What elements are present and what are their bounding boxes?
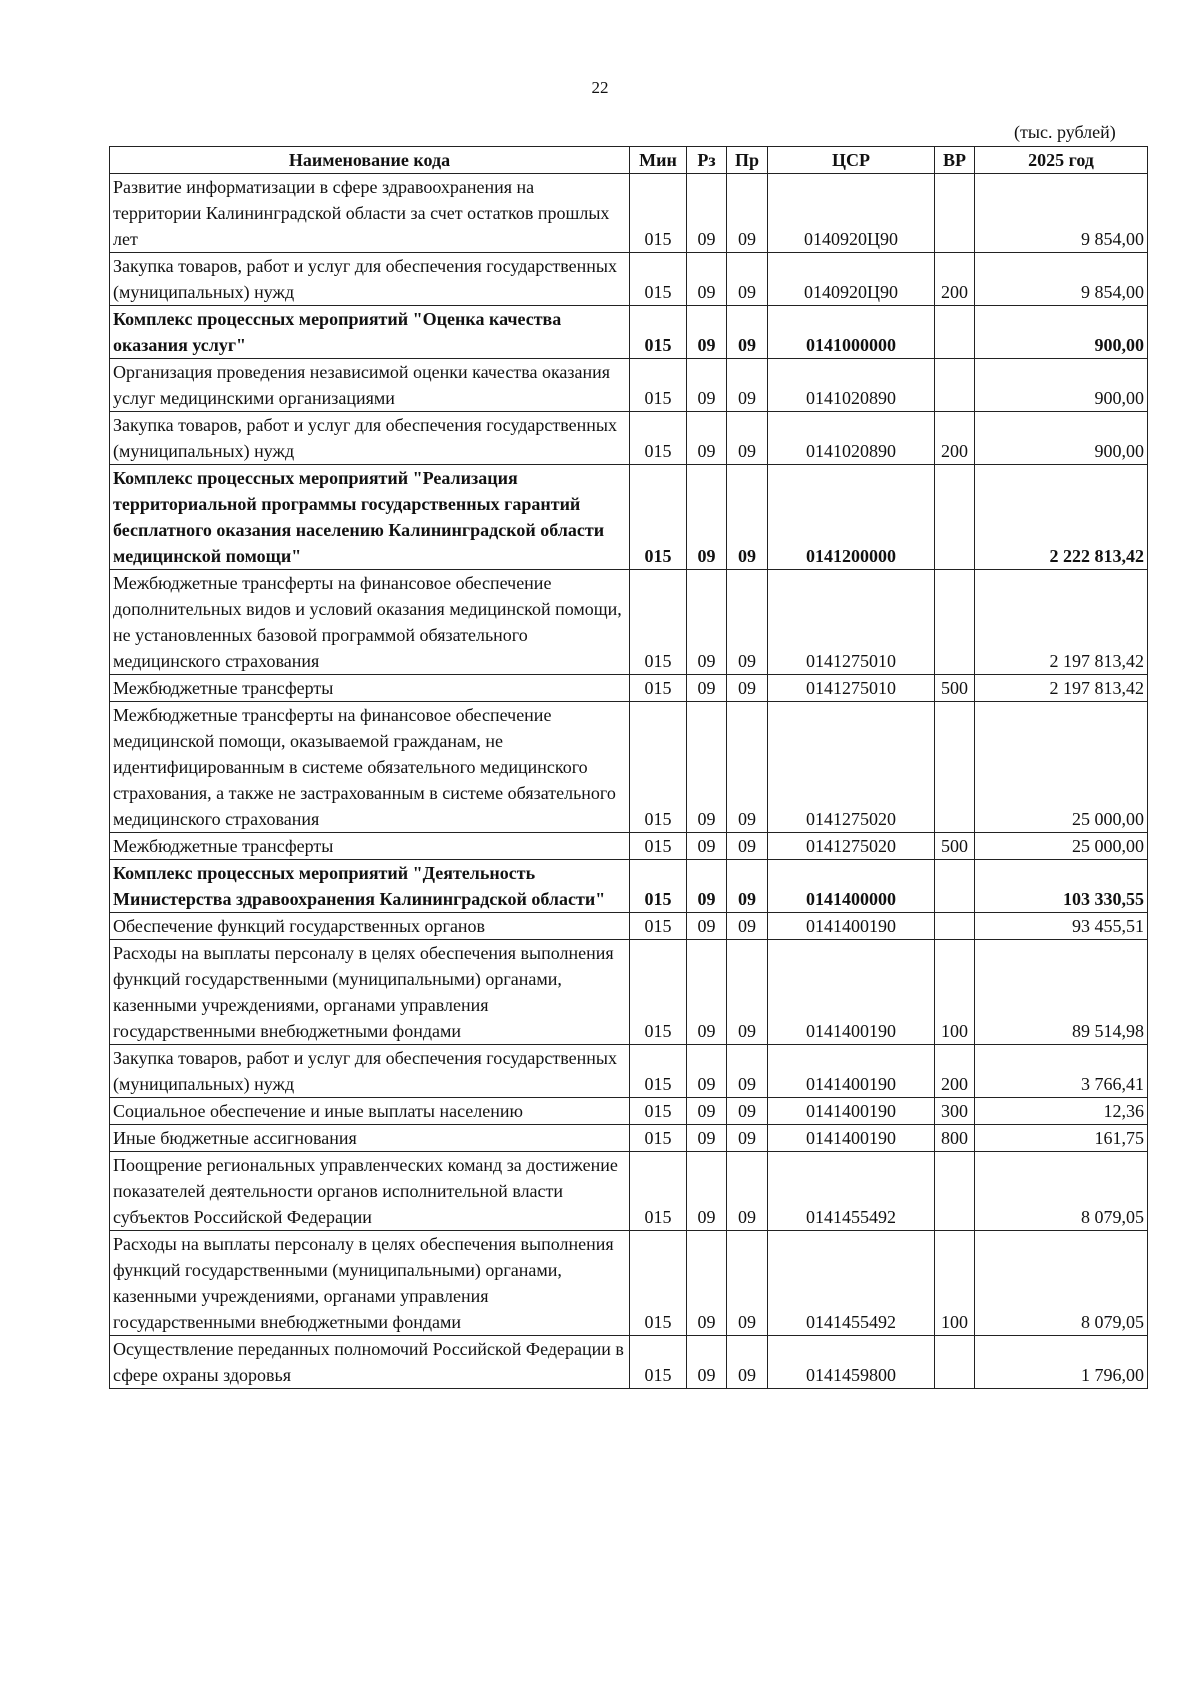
cell-min: 015 — [630, 1336, 687, 1389]
cell-amount: 2 197 813,42 — [975, 570, 1148, 675]
header-rz: Рз — [687, 147, 727, 174]
cell-name: Развитие информатизации в сфере здравоохранения на территории Калининградской области за счет остатков прошлых лет — [110, 174, 630, 253]
cell-name: Закупка товаров, работ и услуг для обеспечения государственных (муниципальных) нужд — [110, 1045, 630, 1098]
table-row — [110, 1152, 1148, 1231]
cell-csr: 0141400190 — [768, 940, 935, 1045]
cell-csr: 0141000000 — [768, 306, 935, 359]
cell-min: 015 — [630, 1152, 687, 1231]
cell-min: 015 — [630, 1045, 687, 1098]
cell-rz: 09 — [687, 174, 727, 253]
page-number: 22 — [591, 78, 609, 97]
cell-min: 015 — [630, 833, 687, 860]
cell-csr: 0141400190 — [768, 913, 935, 940]
cell-amount: 25 000,00 — [975, 702, 1148, 833]
cell-vr — [935, 702, 975, 833]
cell-csr: 0140920Ц90 — [768, 253, 935, 306]
cell-vr: 100 — [935, 1231, 975, 1336]
cell-amount: 25 000,00 — [975, 833, 1148, 860]
cell-min: 015 — [630, 860, 687, 913]
cell-vr — [935, 860, 975, 913]
cell-pr: 09 — [727, 833, 768, 860]
cell-amount: 103 330,55 — [975, 860, 1148, 913]
table-row — [110, 306, 1148, 359]
cell-csr: 0141455492 — [768, 1231, 935, 1336]
cell-pr: 09 — [727, 570, 768, 675]
cell-amount: 9 854,00 — [975, 253, 1148, 306]
cell-min: 015 — [630, 1125, 687, 1152]
cell-vr: 800 — [935, 1125, 975, 1152]
cell-csr: 0141275010 — [768, 675, 935, 702]
cell-pr: 09 — [727, 913, 768, 940]
cell-vr — [935, 913, 975, 940]
cell-vr — [935, 465, 975, 570]
cell-amount: 161,75 — [975, 1125, 1148, 1152]
cell-name: Межбюджетные трансферты — [110, 833, 630, 860]
cell-csr: 0141275020 — [768, 833, 935, 860]
header-name: Наименование кода — [110, 147, 630, 174]
cell-csr: 0141200000 — [768, 465, 935, 570]
cell-min: 015 — [630, 675, 687, 702]
cell-pr: 09 — [727, 253, 768, 306]
cell-rz: 09 — [687, 1098, 727, 1125]
cell-vr: 100 — [935, 940, 975, 1045]
cell-pr: 09 — [727, 860, 768, 913]
cell-pr: 09 — [727, 1045, 768, 1098]
cell-csr: 0141455492 — [768, 1152, 935, 1231]
cell-rz: 09 — [687, 570, 727, 675]
cell-name: Осуществление переданных полномочий Российской Федерации в сфере охраны здоровья — [110, 1336, 630, 1389]
header-pr: Пр — [727, 147, 768, 174]
cell-vr: 200 — [935, 253, 975, 306]
header-min: Мин — [630, 147, 687, 174]
cell-amount: 900,00 — [975, 359, 1148, 412]
cell-rz: 09 — [687, 465, 727, 570]
cell-min: 015 — [630, 940, 687, 1045]
cell-pr: 09 — [727, 702, 768, 833]
table-row — [110, 465, 1148, 570]
cell-name: Комплекс процессных мероприятий "Оценка качества оказания услуг" — [110, 306, 630, 359]
cell-vr — [935, 1152, 975, 1231]
cell-pr: 09 — [727, 359, 768, 412]
table-row — [110, 1125, 1148, 1152]
cell-min: 015 — [630, 359, 687, 412]
cell-pr: 09 — [727, 412, 768, 465]
cell-name: Иные бюджетные ассигнования — [110, 1125, 630, 1152]
cell-min: 015 — [630, 570, 687, 675]
cell-name: Межбюджетные трансферты на финансовое обеспечение дополнительных видов и условий оказания медицинской помощи, не установленных базовой программой обязательного медицинского страхования — [110, 570, 630, 675]
cell-csr: 0141020890 — [768, 359, 935, 412]
cell-rz: 09 — [687, 359, 727, 412]
cell-rz: 09 — [687, 1045, 727, 1098]
table-row — [110, 702, 1148, 833]
cell-vr: 200 — [935, 1045, 975, 1098]
cell-rz: 09 — [687, 860, 727, 913]
cell-amount: 93 455,51 — [975, 913, 1148, 940]
cell-vr — [935, 359, 975, 412]
cell-amount: 89 514,98 — [975, 940, 1148, 1045]
cell-name: Расходы на выплаты персоналу в целях обеспечения выполнения функций государственными (муниципальными) органами, казенными учреждениями, органами управления государственными внебюджетными фондами — [110, 1231, 630, 1336]
cell-rz: 09 — [687, 833, 727, 860]
cell-amount: 3 766,41 — [975, 1045, 1148, 1098]
cell-min: 015 — [630, 253, 687, 306]
cell-amount: 2 222 813,42 — [975, 465, 1148, 570]
cell-rz: 09 — [687, 1231, 727, 1336]
cell-min: 015 — [630, 1098, 687, 1125]
cell-rz: 09 — [687, 913, 727, 940]
table-header-row — [110, 147, 1148, 174]
cell-pr: 09 — [727, 940, 768, 1045]
cell-csr: 0141275020 — [768, 702, 935, 833]
cell-pr: 09 — [727, 174, 768, 253]
cell-csr: 0141459800 — [768, 1336, 935, 1389]
cell-min: 015 — [630, 702, 687, 833]
cell-csr: 0141400190 — [768, 1125, 935, 1152]
cell-vr — [935, 570, 975, 675]
cell-pr: 09 — [727, 1336, 768, 1389]
cell-name: Комплекс процессных мероприятий "Реализация территориальной программы государственных гарантий бесплатного оказания населению Калининградской области медицинской помощи" — [110, 465, 630, 570]
cell-csr: 0141400190 — [768, 1045, 935, 1098]
cell-rz: 09 — [687, 412, 727, 465]
cell-rz: 09 — [687, 675, 727, 702]
cell-min: 015 — [630, 465, 687, 570]
cell-amount: 900,00 — [975, 412, 1148, 465]
header-year: 2025 год — [975, 147, 1148, 174]
cell-min: 015 — [630, 174, 687, 253]
cell-vr: 200 — [935, 412, 975, 465]
cell-rz: 09 — [687, 1152, 727, 1231]
table-row — [110, 412, 1148, 465]
table-row — [110, 359, 1148, 412]
cell-vr: 500 — [935, 675, 975, 702]
cell-vr: 500 — [935, 833, 975, 860]
table-row — [110, 570, 1148, 675]
cell-amount: 2 197 813,42 — [975, 675, 1148, 702]
cell-min: 015 — [630, 1231, 687, 1336]
table-row — [110, 860, 1148, 913]
cell-csr: 0140920Ц90 — [768, 174, 935, 253]
table-row — [110, 913, 1148, 940]
cell-vr: 300 — [935, 1098, 975, 1125]
cell-name: Социальное обеспечение и иные выплаты населению — [110, 1098, 630, 1125]
cell-min: 015 — [630, 412, 687, 465]
cell-pr: 09 — [727, 1098, 768, 1125]
table-row — [110, 675, 1148, 702]
cell-vr — [935, 306, 975, 359]
table-row — [110, 940, 1148, 1045]
cell-name: Поощрение региональных управленческих команд за достижение показателей деятельности органов исполнительной власти субъектов Российской Федерации — [110, 1152, 630, 1231]
cell-pr: 09 — [727, 465, 768, 570]
cell-name: Организация проведения независимой оценки качества оказания услуг медицинскими организациями — [110, 359, 630, 412]
cell-rz: 09 — [687, 1336, 727, 1389]
cell-csr: 0141400000 — [768, 860, 935, 913]
cell-amount: 8 079,05 — [975, 1231, 1148, 1336]
cell-pr: 09 — [727, 1152, 768, 1231]
header-vr: ВР — [935, 147, 975, 174]
header-csr: ЦСР — [768, 147, 935, 174]
table-row — [110, 1336, 1148, 1389]
cell-amount: 12,36 — [975, 1098, 1148, 1125]
table-row — [110, 1045, 1148, 1098]
cell-name: Закупка товаров, работ и услуг для обеспечения государственных (муниципальных) нужд — [110, 412, 630, 465]
cell-pr: 09 — [727, 306, 768, 359]
cell-csr: 0141275010 — [768, 570, 935, 675]
cell-vr — [935, 1336, 975, 1389]
cell-name: Обеспечение функций государственных органов — [110, 913, 630, 940]
cell-rz: 09 — [687, 940, 727, 1045]
cell-name: Межбюджетные трансферты на финансовое обеспечение медицинской помощи, оказываемой гражданам, не идентифицированным в системе обязательного медицинского страхования, а также не застрахованным в системе обязательного медицинского страхования — [110, 702, 630, 833]
cell-min: 015 — [630, 913, 687, 940]
cell-csr: 0141400190 — [768, 1098, 935, 1125]
cell-csr: 0141020890 — [768, 412, 935, 465]
units-label: (тыс. рублей) — [1014, 122, 1116, 142]
cell-name: Комплекс процессных мероприятий "Деятельность Министерства здравоохранения Калининградской области" — [110, 860, 630, 913]
cell-amount: 8 079,05 — [975, 1152, 1148, 1231]
cell-rz: 09 — [687, 306, 727, 359]
cell-pr: 09 — [727, 675, 768, 702]
cell-name: Межбюджетные трансферты — [110, 675, 630, 702]
cell-name: Расходы на выплаты персоналу в целях обеспечения выполнения функций государственными (муниципальными) органами, казенными учреждениями, органами управления государственными внебюджетными фондами — [110, 940, 630, 1045]
table-row — [110, 1098, 1148, 1125]
cell-vr — [935, 174, 975, 253]
table-row — [110, 1231, 1148, 1336]
cell-rz: 09 — [687, 253, 727, 306]
cell-rz: 09 — [687, 1125, 727, 1152]
table-row — [110, 253, 1148, 306]
cell-amount: 900,00 — [975, 306, 1148, 359]
cell-rz: 09 — [687, 702, 727, 833]
table-row — [110, 833, 1148, 860]
budget-table — [109, 146, 1148, 1389]
cell-min: 015 — [630, 306, 687, 359]
cell-amount: 1 796,00 — [975, 1336, 1148, 1389]
cell-amount: 9 854,00 — [975, 174, 1148, 253]
cell-pr: 09 — [727, 1231, 768, 1336]
table-row — [110, 174, 1148, 253]
cell-name: Закупка товаров, работ и услуг для обеспечения государственных (муниципальных) нужд — [110, 253, 630, 306]
cell-pr: 09 — [727, 1125, 768, 1152]
